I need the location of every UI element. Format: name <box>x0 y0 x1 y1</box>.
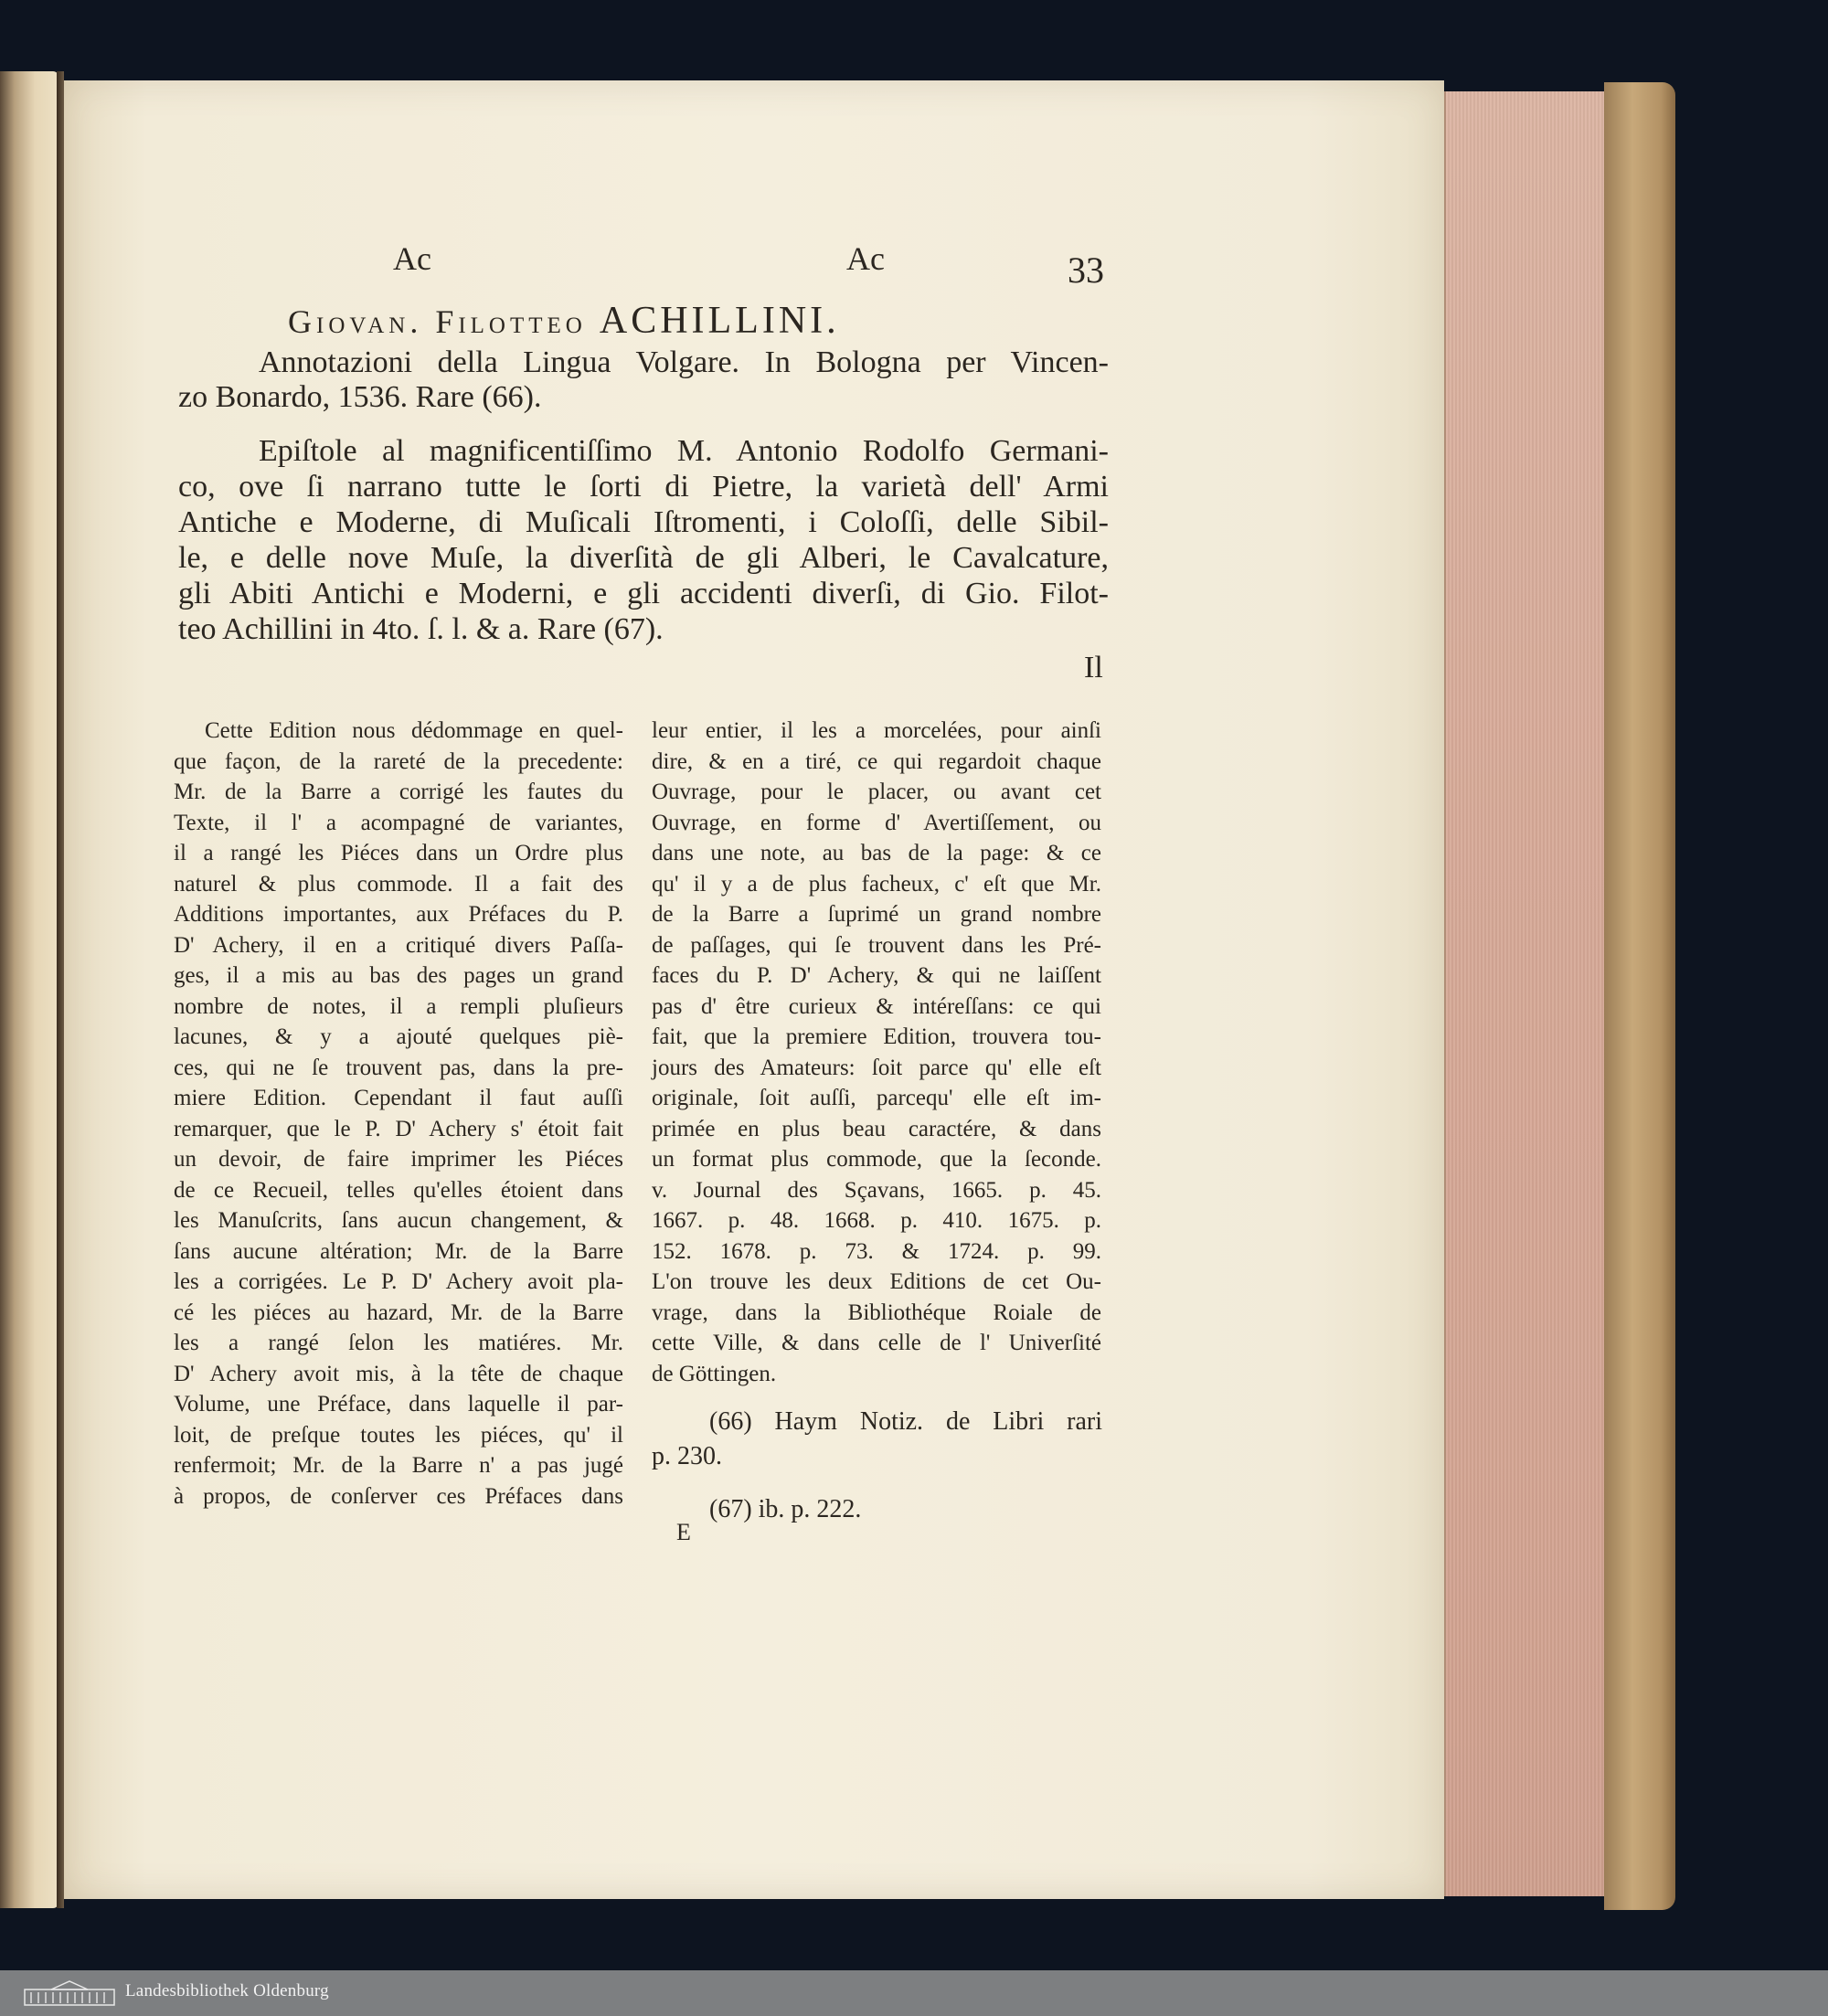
right-col-line: primée en plus beau caractére, & dans <box>652 1116 1101 1141</box>
left-col-line: Volume, une Préface, dans laquelle il par- <box>174 1392 623 1417</box>
left-col-line: D' Achery avoit mis, à la tête de chaque <box>174 1361 623 1386</box>
right-col-line: Ouvrage, en forme d' Avertiſſement, ou <box>652 810 1101 835</box>
left-col-line: remarquer, que le P. D' Achery s' étoit fait <box>174 1116 623 1141</box>
right-col-line: vrage, dans la Bibliothéque Roiale de <box>652 1300 1101 1325</box>
right-col-line: dire, & en a tiré, ce qui regardoit chaque <box>652 748 1101 774</box>
right-col-line: de la Barre a ſuprimé un grand nombre <box>652 902 1101 927</box>
left-col-line: Cette Edition nous dédommage en quel- <box>205 718 623 743</box>
library-name: Landesbibliothek Oldenburg <box>125 1981 329 2000</box>
left-col-line: loit, de preſque toutes les piéces, qu' il <box>174 1422 623 1448</box>
left-col-line: de ce Recueil, telles qu'elles étoient dans <box>174 1177 623 1203</box>
entry-2-line-6: teo Achillini in 4to. ſ. l. & a. Rare (67). <box>178 612 664 646</box>
signature-mark: E <box>676 1519 691 1545</box>
right-col-line: fait, que la premiere Edition, trouvera tou- <box>652 1024 1101 1049</box>
entry-1-line-2: zo Bonardo, 1536. Rare (66). <box>178 380 542 414</box>
right-col-line: qu' il y a de plus facheux, c' eſt que Mr. <box>652 871 1101 897</box>
running-head-center: Ac <box>846 240 885 277</box>
left-col-line: D' Achery, il en a critiqué divers Paſſa- <box>174 932 623 958</box>
left-col-line: nombre de notes, il a rempli pluſieurs <box>174 993 623 1019</box>
entry-2-line-3: Antiche e Moderne, di Muſicali Iſtromenti, i Coloſſi, delle Sibil- <box>178 505 1109 539</box>
right-col-line: L'on trouve les deux Editions de cet Ou- <box>652 1269 1101 1294</box>
left-col-line: les a corrigées. Le P. D' Achery avoit pla- <box>174 1269 623 1294</box>
right-col-line: 152. 1678. p. 73. & 1724. p. 99. <box>652 1238 1101 1264</box>
left-col-line: les Manuſcrits, ſans aucun changement, & <box>174 1208 623 1233</box>
right-col-line: 1667. p. 48. 1668. p. 410. 1675. p. <box>652 1208 1101 1233</box>
author-surname: ACHILLINI. <box>599 300 840 342</box>
catchword: Il <box>1084 651 1103 684</box>
left-page-edge <box>0 71 58 1908</box>
left-col-line: ces, qui ne ſe trouvent pas, dans la pre- <box>174 1055 623 1080</box>
right-col-line: jours des Amateurs: ſoit parce qu' elle eſt <box>652 1055 1101 1080</box>
left-col-line: un devoir, de faire imprimer les Piéces <box>174 1147 623 1172</box>
left-col-line: à propos, de conſerver ces Préfaces dans <box>174 1483 623 1509</box>
footnote-66-line-1: (66) Haym Notiz. de Libri rari <box>709 1407 1102 1436</box>
left-col-line: ſans aucune altération; Mr. de la Barre <box>174 1238 623 1264</box>
left-col-line: les a rangé ſelon les matiéres. Mr. <box>174 1331 623 1355</box>
left-col-line: renfermoit; Mr. de la Barre n' a pas jugé <box>174 1453 623 1478</box>
right-col-line: leur entier, il les a morcelées, pour ainſi <box>652 718 1101 743</box>
left-col-line: Texte, il l' a acompagné de variantes, <box>174 810 623 835</box>
right-col-line: Ouvrage, pour le placer, ou avant cet <box>652 780 1101 804</box>
book-cover-edge <box>1604 82 1675 1910</box>
page-fore-edge <box>1444 91 1606 1896</box>
left-col-line: ges, il a mis au bas des pages un grand <box>174 963 623 988</box>
library-building-icon <box>24 1980 115 2006</box>
left-col-line: que façon, de la rareté de la precedente: <box>174 748 623 774</box>
running-head-left: Ac <box>393 240 431 277</box>
left-col-line: lacunes, & y a ajouté quelques piè- <box>174 1024 623 1049</box>
right-col-line: v. Journal des Sçavans, 1665. p. 45. <box>652 1177 1101 1203</box>
left-col-line: Mr. de la Barre a corrigé les fautes du <box>174 780 623 804</box>
library-footer-bar <box>0 1970 1828 2016</box>
right-col-line: un format plus commode, que la ſeconde. <box>652 1147 1101 1172</box>
footnote-67: (67) ib. p. 222. <box>709 1495 862 1523</box>
left-col-line: il a rangé les Piéces dans un Ordre plus <box>174 841 623 865</box>
right-col-line: dans une note, au bas de la page: & ce <box>652 841 1101 865</box>
left-col-line: miere Edition. Cependant il faut auſſi <box>174 1086 623 1110</box>
right-col-line: originale, ſoit auſſi, parcequ' elle eſt im- <box>652 1086 1101 1110</box>
right-col-line: pas d' être curieux & intéreſſans: ce qui <box>652 993 1101 1019</box>
right-col-line: faces du P. D' Achery, & qui ne laiſſent <box>652 963 1101 988</box>
entry-2-line-4: le, e delle nove Muſe, la diverſità de gli Alberi, le Cavalcature, <box>178 541 1109 575</box>
left-col-line: Additions importantes, aux Préfaces du P. <box>174 902 623 927</box>
right-col-line: cette Ville, & dans celle de l' Univerſité <box>652 1331 1101 1355</box>
left-col-line: naturel & plus commode. Il a fait des <box>174 871 623 897</box>
footnote-66-line-2: p. 230. <box>652 1442 722 1470</box>
left-col-line: cé les piéces au hazard, Mr. de la Barre <box>174 1300 623 1325</box>
entry-2-line-1: Epiſtole al magnificentiſſimo M. Antonio Rodolfo Germani- <box>259 434 1109 468</box>
entry-2-line-2: co, ove ſi narrano tutte le ſorti di Pietre, la varietà dell' Armi <box>178 470 1109 504</box>
author-first-names: Giovan. Filotteo <box>288 303 587 340</box>
right-col-line: de Göttingen. <box>652 1361 777 1386</box>
entry-2-line-5: gli Abiti Antichi e Moderni, e gli accidenti diverſi, di Gio. Filot- <box>178 577 1109 610</box>
entry-1-line-1: Annotazioni della Lingua Volgare. In Bologna per Vincen- <box>259 345 1109 379</box>
author-heading <box>288 299 840 343</box>
right-commentary-column <box>652 716 1101 1389</box>
right-col-line: de paſſages, qui ſe trouvent dans les Pré- <box>652 932 1101 958</box>
left-commentary-column <box>174 716 623 1512</box>
page-number: 33 <box>1068 249 1104 291</box>
